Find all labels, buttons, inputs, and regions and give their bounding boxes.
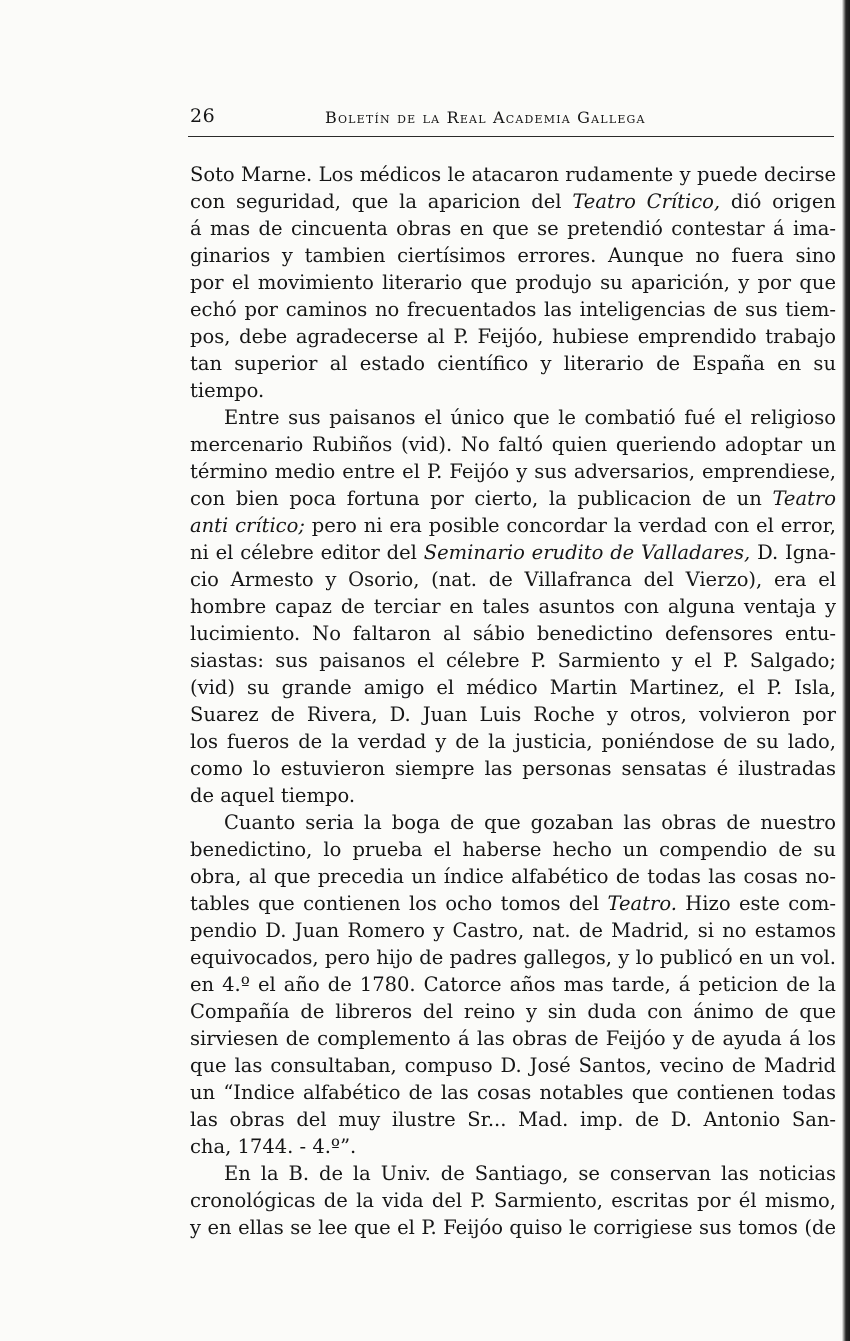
line-text: ginarios y tambien ciertísimos errores. Aunque no fuera sino bbox=[190, 244, 836, 267]
text-line bbox=[190, 1214, 836, 1241]
text-line bbox=[190, 782, 836, 809]
text-line bbox=[190, 1160, 836, 1187]
text-line bbox=[190, 620, 836, 647]
line-text: (vid) su grande amigo el médico Martin Martinez, el P. Isla, bbox=[190, 676, 836, 699]
text-line bbox=[190, 728, 836, 755]
text-line bbox=[190, 323, 836, 350]
line-text: cio Armesto y Osorio, (nat. de Villafranca del Vierzo), era el bbox=[190, 568, 836, 591]
line-text: pendio D. Juan Romero y Castro, nat. de Madrid, si no estamos bbox=[190, 919, 836, 942]
italic-title: Teatro Crítico, bbox=[572, 190, 721, 213]
line-text-after: dió origen bbox=[720, 190, 836, 213]
text-line bbox=[190, 296, 836, 323]
text-line bbox=[190, 890, 836, 917]
body-text bbox=[190, 161, 836, 1241]
italic-title: Seminario erudito de Valladares, bbox=[423, 541, 751, 564]
text-line bbox=[190, 404, 836, 431]
line-text: pos, debe agradecerse al P. Feijóo, hubiese emprendido trabajo bbox=[190, 325, 836, 348]
line-text: En la B. de la Univ. de Santiago, se conservan las noticias bbox=[224, 1162, 836, 1185]
line-text: con seguridad, que la aparicion del bbox=[190, 190, 573, 213]
text-line bbox=[190, 350, 836, 377]
text-line bbox=[190, 1079, 836, 1106]
line-text: lucimiento. No faltaron al sábio benedictino defensores entu- bbox=[190, 622, 836, 645]
line-text-after: Hizo este com- bbox=[676, 892, 836, 915]
page-header bbox=[190, 103, 834, 133]
text-line bbox=[190, 242, 836, 269]
line-text: sirviesen de complemento á las obras de Feijóo y de ayuda á los bbox=[190, 1027, 836, 1050]
line-text: ni el célebre editor del bbox=[190, 541, 424, 564]
line-text: á mas de cincuenta obras en que se pretendió contestar á ima- bbox=[190, 217, 836, 240]
text-line bbox=[190, 512, 836, 539]
line-text: hombre capaz de terciar en tales asuntos con alguna ventaja y bbox=[190, 595, 836, 618]
text-line bbox=[190, 1106, 836, 1133]
line-text: Cuanto seria la boga de que gozaban las obras de nuestro bbox=[224, 811, 836, 834]
line-text: siastas: sus paisanos el célebre P. Sarmiento y el P. Salgado; bbox=[190, 649, 836, 672]
italic-title: Teatro bbox=[772, 487, 836, 510]
text-line bbox=[190, 485, 836, 512]
text-line bbox=[190, 647, 836, 674]
text-line bbox=[190, 674, 836, 701]
line-text: cronológicas de la vida del P. Sarmiento, escritas por él mismo, bbox=[190, 1189, 836, 1212]
text-line bbox=[190, 1052, 836, 1079]
running-title: Boletín de la Real Academia Gallega bbox=[325, 108, 646, 127]
page-number: 26 bbox=[190, 105, 216, 127]
line-text: que las consultaban, compuso D. José Santos, vecino de Madrid bbox=[190, 1054, 836, 1077]
line-text: tables que contienen los ocho tomos del bbox=[190, 892, 608, 915]
line-text: equivocados, pero hijo de padres gallegos, y lo publicó en un vol. bbox=[190, 946, 836, 969]
line-text: con bien poca fortuna por cierto, la publicacion de un bbox=[190, 487, 773, 510]
italic-title: Teatro. bbox=[607, 892, 677, 915]
text-line bbox=[190, 944, 836, 971]
text-line bbox=[190, 377, 836, 404]
text-line bbox=[190, 917, 836, 944]
line-text: como lo estuvieron siempre las personas sensatas é ilustradas bbox=[190, 757, 836, 780]
text-line bbox=[190, 269, 836, 296]
text-line bbox=[190, 539, 836, 566]
line-text-after: pero ni era posible concordar la verdad con el error, bbox=[304, 514, 836, 537]
line-text: obra, al que precedia un índice alfabético de todas las cosas no- bbox=[190, 865, 836, 888]
text-line bbox=[190, 431, 836, 458]
text-line bbox=[190, 188, 836, 215]
text-line bbox=[190, 566, 836, 593]
line-text: Compañía de libreros del reino y sin duda con ánimo de que bbox=[190, 1000, 836, 1023]
text-line bbox=[190, 593, 836, 620]
text-line bbox=[190, 458, 836, 485]
page-edge-shadow bbox=[842, 0, 850, 1341]
line-text: Entre sus paisanos el único que le combatió fué el religioso bbox=[224, 406, 836, 429]
line-text: un “Indice alfabético de las cosas notables que contienen todas bbox=[190, 1081, 836, 1104]
italic-title: anti crítico; bbox=[190, 514, 305, 537]
line-text: las obras del muy ilustre Sr... Mad. imp. de D. Antonio San- bbox=[190, 1108, 836, 1131]
line-text: los fueros de la verdad y de la justicia, poniéndose de su lado, bbox=[190, 730, 836, 753]
text-line bbox=[190, 998, 836, 1025]
text-line bbox=[190, 1187, 836, 1214]
line-text: mercenario Rubiños (vid). No faltó quien queriendo adoptar un bbox=[190, 433, 836, 456]
line-text: cha, 1744. - 4.º”. bbox=[190, 1135, 357, 1158]
line-text: Soto Marne. Los médicos le atacaron rudamente y puede decirse bbox=[190, 163, 836, 186]
text-line bbox=[190, 1133, 836, 1160]
line-text: de aquel tiempo. bbox=[190, 784, 356, 807]
text-line bbox=[190, 701, 836, 728]
text-line bbox=[190, 1025, 836, 1052]
line-text: echó por caminos no frecuentados las inteligencias de sus tiem- bbox=[190, 298, 836, 321]
text-line bbox=[190, 755, 836, 782]
line-text: término medio entre el P. Feijóo y sus adversarios, emprendiese, bbox=[190, 460, 836, 483]
line-text: benedictino, lo prueba el haberse hecho un compendio de su bbox=[190, 838, 836, 861]
text-line bbox=[190, 161, 836, 188]
line-text: Suarez de Rivera, D. Juan Luis Roche y otros, volvieron por bbox=[190, 703, 836, 726]
text-line bbox=[190, 863, 836, 890]
text-line bbox=[190, 809, 836, 836]
text-line bbox=[190, 215, 836, 242]
line-text: tiempo. bbox=[190, 379, 265, 402]
line-text-after: D. Igna- bbox=[750, 541, 836, 564]
text-line bbox=[190, 971, 836, 998]
line-text: tan superior al estado científico y literario de España en su bbox=[190, 352, 836, 375]
text-line bbox=[190, 836, 836, 863]
line-text: en 4.º el año de 1780. Catorce años mas tarde, á peticion de la bbox=[190, 973, 836, 996]
line-text: y en ellas se lee que el P. Feijóo quiso le corrigiese sus tomos (de bbox=[190, 1216, 836, 1239]
line-text: por el movimiento literario que produjo su aparición, y por que bbox=[190, 271, 836, 294]
header-rule bbox=[188, 136, 834, 137]
